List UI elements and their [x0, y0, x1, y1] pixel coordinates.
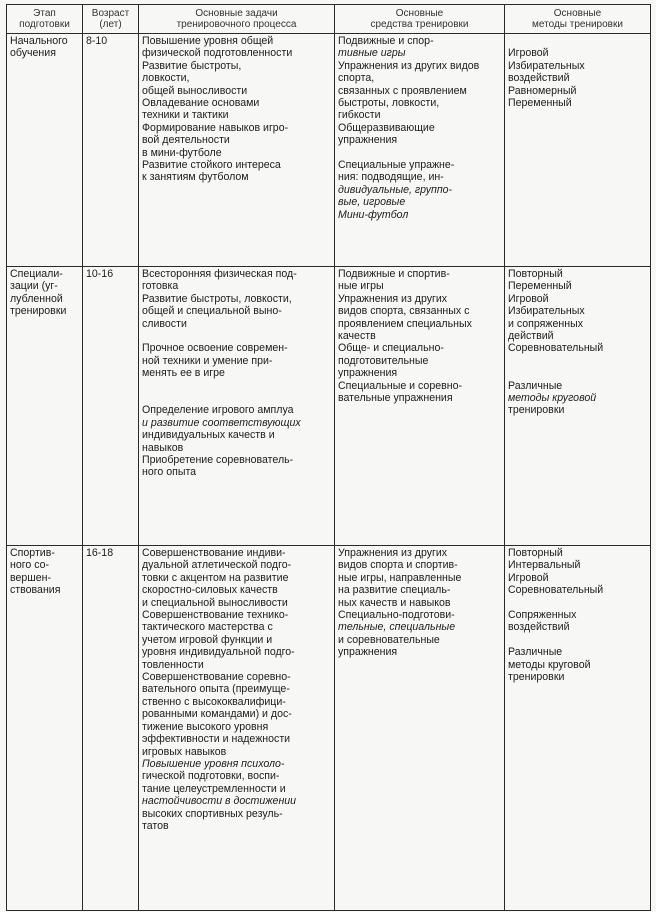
cell-text-line: вые, игровые: [338, 196, 406, 209]
cell-text-line: [508, 367, 647, 379]
cell-text-line: Прочное освоение современ-: [142, 342, 288, 355]
cell-text-line: Приобретение соревнователь-: [142, 454, 294, 467]
cell-text-line: Формирование навыков игро-: [142, 121, 289, 134]
cell-text-line: упражнения: [338, 134, 398, 147]
cell-text-line: Повторный: [508, 547, 563, 559]
tasks-cell: [139, 267, 335, 546]
cell-text-line: тактического мастерства с: [142, 621, 273, 634]
cell-text-line: Упражнения из других видов: [338, 59, 480, 72]
cell-text-line: Начального: [10, 35, 68, 47]
cell-text-line: в мини-футболе: [142, 146, 222, 159]
cell-text-line: методы круговой: [508, 658, 591, 671]
cell-text-line: техники и тактики: [142, 109, 229, 122]
cell-text-line: Повторный: [508, 268, 563, 280]
tasks-cell: [139, 546, 335, 911]
cell-text-line: действий: [508, 330, 554, 343]
cell-text-line: [142, 392, 331, 404]
cell-text-line: Избирательных: [508, 305, 585, 318]
cell-text-line: связанных с проявлением: [338, 84, 467, 97]
cell-text-line: [142, 330, 331, 342]
cell-text-line: ствования: [10, 584, 61, 597]
cell-text-line: вой деятельности: [142, 134, 230, 147]
cell-text-line: Специали-: [10, 268, 63, 280]
cell-text-line: видов спорта и спортив-: [338, 559, 458, 572]
cell-text-line: [508, 634, 647, 646]
cell-text-line: Совершенствование технико-: [142, 609, 289, 622]
means-cell: [335, 267, 505, 546]
cell-text-line: Избирательных: [508, 59, 585, 72]
cell-text-line: упражнения: [338, 367, 398, 380]
cell-text-line: Равномерный: [508, 84, 577, 97]
cell-text-line: Соревновательный: [508, 584, 604, 597]
cell-text-line: подготовительные: [338, 354, 429, 367]
stage-cell: [7, 34, 83, 267]
cell-text-line: высоких спортивных резуль-: [142, 807, 283, 820]
header-methods: Основные методы тренировки: [505, 5, 651, 34]
cell-text-line: Совершенствование индиви-: [142, 547, 286, 559]
cell-text-line: к занятиям футболом: [142, 171, 249, 184]
means-cell: [335, 34, 505, 267]
cell-text-line: спорта,: [338, 72, 375, 85]
cell-text-line: товленности: [142, 658, 204, 671]
cell-text-line: и сопряженных: [508, 317, 584, 330]
table-row: [7, 267, 651, 546]
cell-text-line: тижение высокого уровня: [142, 720, 269, 733]
table-row: [7, 546, 651, 911]
cell-text-line: [338, 147, 501, 159]
cell-text-line: вершен-: [10, 571, 52, 584]
methods-cell: [505, 546, 651, 911]
stage-cell: [7, 546, 83, 911]
cell-text-line: общей и специальной выно-: [142, 305, 282, 318]
table-header-row: [7, 5, 651, 34]
cell-text-line: товки с акцентом на развитие: [142, 571, 289, 584]
cell-text-line: и соревновательные: [338, 633, 440, 646]
cell-text-line: Различные: [508, 379, 563, 392]
cell-text-line: Совершенствование соревно-: [142, 671, 291, 684]
cell-text-line: Овладевание основами: [142, 97, 260, 110]
cell-text-line: Упражнения из других: [338, 292, 448, 305]
cell-text-line: Повышение уровня общей: [142, 35, 274, 47]
cell-text-line: Специально-подготови-: [338, 609, 455, 622]
cell-text-line: лубленной: [10, 292, 63, 305]
cell-text-line: Обще- и специально-: [338, 342, 444, 355]
cell-text-line: Повышение уровня психоло-: [142, 757, 285, 770]
cell-text-line: быстроты, ловкости,: [338, 97, 440, 110]
means-cell: [335, 546, 505, 911]
training-stages-table: [6, 4, 651, 911]
cell-text-line: [508, 35, 647, 47]
cell-text-line: тренировки: [10, 305, 67, 318]
cell-text-line: уровня индивидуальной подго-: [142, 646, 295, 659]
cell-text-line: общей выносливости: [142, 84, 248, 97]
cell-text-line: Переменный: [508, 97, 572, 110]
methods-cell: [505, 267, 651, 546]
age-cell: 8-10: [83, 34, 139, 267]
age-cell: 10-16: [83, 267, 139, 546]
cell-text-line: эффективности и надежности: [142, 733, 291, 746]
cell-text-line: Интервальный: [508, 559, 581, 572]
cell-text-line: тельные, специальные: [338, 621, 456, 634]
cell-text-line: ного со-: [10, 559, 50, 572]
table-row: [7, 34, 651, 267]
header-tasks: Основные задачи тренировочного процесса: [139, 5, 335, 34]
cell-text-line: зации (уг-: [10, 280, 58, 293]
cell-text-line: Развитие быстроты,: [142, 59, 242, 72]
tasks-cell: [139, 34, 335, 267]
cell-text-line: готовка: [142, 280, 179, 293]
cell-text-line: ные игры, направленные: [338, 571, 462, 584]
cell-text-line: Переменный: [508, 280, 572, 293]
cell-text-line: настойчивости в достижении: [142, 795, 297, 808]
cell-text-line: физической подготовленности: [142, 47, 293, 60]
cell-text-line: ной техники и умение при-: [142, 354, 273, 367]
cell-text-line: [508, 355, 647, 367]
cell-text-line: [508, 597, 647, 609]
cell-text-line: и развитие соответствующих: [142, 416, 301, 429]
cell-text-line: гической подготовки, воспи-: [142, 770, 280, 783]
cell-text-line: Определение игрового амплуа: [142, 404, 294, 417]
cell-text-line: качеств: [338, 330, 376, 343]
cell-text-line: [142, 380, 331, 392]
cell-text-line: ния: подводящие, ин-: [338, 171, 444, 184]
methods-cell: [505, 34, 651, 267]
cell-text-line: Подвижные и спортив-: [338, 268, 450, 280]
cell-text-line: Развитие быстроты, ловкости,: [142, 292, 292, 305]
stage-cell: [7, 267, 83, 546]
cell-text-line: учетом игровой функции и: [142, 633, 273, 646]
cell-text-line: Всесторонняя физическая под-: [142, 268, 297, 280]
cell-text-line: ных качеств и навыков: [338, 596, 451, 609]
cell-text-line: вательного опыта (преимуще-: [142, 683, 290, 696]
cell-text-line: дивидуальные, группо-: [338, 183, 453, 196]
cell-text-line: игровых навыков: [142, 745, 227, 758]
cell-text-line: Подвижные и спор-: [338, 35, 434, 47]
cell-text-line: тание целеустремленности и: [142, 782, 286, 795]
cell-text-line: индивидуальных качеств и: [142, 429, 275, 442]
cell-text-line: Развитие стойкого интереса: [142, 159, 281, 172]
cell-text-line: ного опыта: [142, 466, 197, 479]
cell-text-line: ные игры: [338, 280, 384, 293]
cell-text-line: Игровой: [508, 571, 549, 584]
cell-text-line: видов спорта, связанных с: [338, 305, 470, 318]
cell-text-line: рованными командами) и дос-: [142, 708, 292, 721]
cell-text-line: вательные упражнения: [338, 392, 453, 405]
cell-text-line: навыков: [142, 441, 184, 454]
header-age: Возраст (лет): [83, 5, 139, 34]
cell-text-line: Упражнения из других: [338, 547, 448, 559]
cell-text-line: проявлением специальных: [338, 317, 472, 330]
cell-text-line: сливости: [142, 317, 187, 330]
cell-text-line: на развитие специаль-: [338, 584, 451, 597]
cell-text-line: тивные игры: [338, 47, 406, 60]
age-cell: 16-18: [83, 546, 139, 911]
cell-text-line: скоростно-силовых качеств: [142, 584, 278, 597]
cell-text-line: менять ее в игре: [142, 367, 225, 380]
cell-text-line: Мини-футбол: [338, 208, 409, 221]
cell-text-line: Специальные упражне-: [338, 159, 455, 172]
cell-text-line: гибкости: [338, 109, 381, 122]
cell-text-line: упражнения: [338, 646, 398, 659]
header-means: Основные средства тренировки: [335, 5, 505, 34]
cell-text-line: Игровой: [508, 292, 549, 305]
cell-text-line: дуальной атлетической подго-: [142, 559, 292, 572]
cell-text-line: татов: [142, 819, 169, 832]
cell-text-line: Соревновательный: [508, 342, 604, 355]
cell-text-line: Специальные и соревно-: [338, 379, 463, 392]
cell-text-line: Сопряженных: [508, 609, 577, 622]
cell-text-line: обучения: [10, 47, 56, 60]
cell-text-line: ловкости,: [142, 72, 190, 85]
cell-text-line: воздействий: [508, 621, 570, 634]
cell-text-line: тренировки: [508, 404, 565, 417]
cell-text-line: тренировки: [508, 671, 565, 684]
cell-text-line: Спортив-: [10, 547, 55, 559]
cell-text-line: Различные: [508, 646, 563, 659]
header-stage: Этап подготовки: [7, 5, 83, 34]
cell-text-line: и специальной выносливости: [142, 596, 288, 609]
cell-text-line: Игровой: [508, 47, 549, 60]
cell-text-line: ственно с высококвалифици-: [142, 695, 286, 708]
cell-text-line: методы круговой: [508, 392, 597, 405]
cell-text-line: воздействий: [508, 72, 570, 85]
cell-text-line: Общеразвивающие: [338, 121, 435, 134]
